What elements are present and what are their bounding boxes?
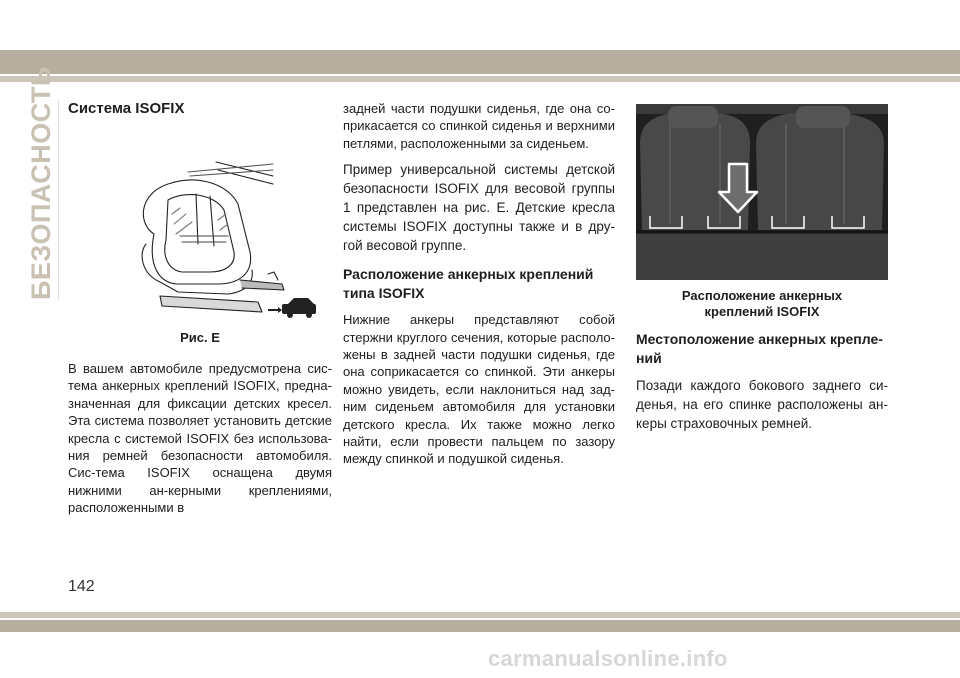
rear-seat-image (636, 104, 888, 280)
page-number: 142 (68, 578, 95, 595)
car-pictogram-icon (268, 298, 316, 318)
photo-caption-line1: Расположение анкерных (681, 288, 843, 303)
section-heading-isofix: Система ISOFIX (68, 100, 185, 117)
section-tab: БЕЗОПАСНОСТЬ (26, 66, 56, 300)
figure-e (68, 124, 332, 324)
rear-seat-photo (636, 104, 888, 280)
paragraph-tether-anchors: Позади каждого бокового заднего си-денья, на его спинке расположены ан-керы страховочных ремней. (636, 378, 888, 431)
side-divider (58, 100, 59, 300)
paragraph-lower-anchors: Нижние анкеры представляют собой стержни круглого сечения, которые располо-жены в задней части подушки сиденья, где она соприкасается со спинкой. Эти анкеры можно увидеть, если наклониться над зад-ним сиденьем автомобиля для установки детского кресла. Их также можно легко найти, если провести пальцем по зазору между спинкой и подушкой сиденья. (343, 312, 615, 467)
footer-band (0, 620, 960, 632)
paragraph-example: Пример универсальной системы детской безопасности ISOFIX для весовой группы 1 представлен на рис. E. Детские кресла системы ISOFIX доступны также и в дру-гой весовой группе. (343, 162, 615, 254)
child-seat-illustration (68, 124, 332, 324)
watermark: carmanualsonline.info (488, 646, 728, 671)
column-right (636, 100, 888, 441)
section-heading-anchor-location: Расположение анкерных креплений типа ISOFIX (343, 266, 594, 302)
photo-caption-line2: креплений ISOFIX (704, 304, 820, 319)
section-heading-tether-location: Местоположение анкерных крепле-ний (636, 331, 883, 366)
column-left (68, 100, 332, 525)
figure-caption: Рис. E (180, 330, 220, 345)
paragraph-continuation: задней части подушки сиденья, где она со-прикасается со спинкой сиденья и верхними петлями, расположенными за сиденьем. (343, 101, 615, 151)
column-middle (343, 100, 615, 476)
header-band-line (0, 76, 960, 82)
footer-band-line (0, 612, 960, 618)
paragraph-isofix-intro: В вашем автомобиле предусмотрена сис-тема анкерных креплений ISOFIX, предна-значенная для фиксации детских кресел. Эта система позволяет установить детские кресла с системой ISOFIX без использова-ния ремней безопасности автомобиля. Сис-тема ISOFIX оснащена двумя нижними ан-керными креплениями, расположенными в (68, 361, 332, 516)
header-band (0, 50, 960, 74)
